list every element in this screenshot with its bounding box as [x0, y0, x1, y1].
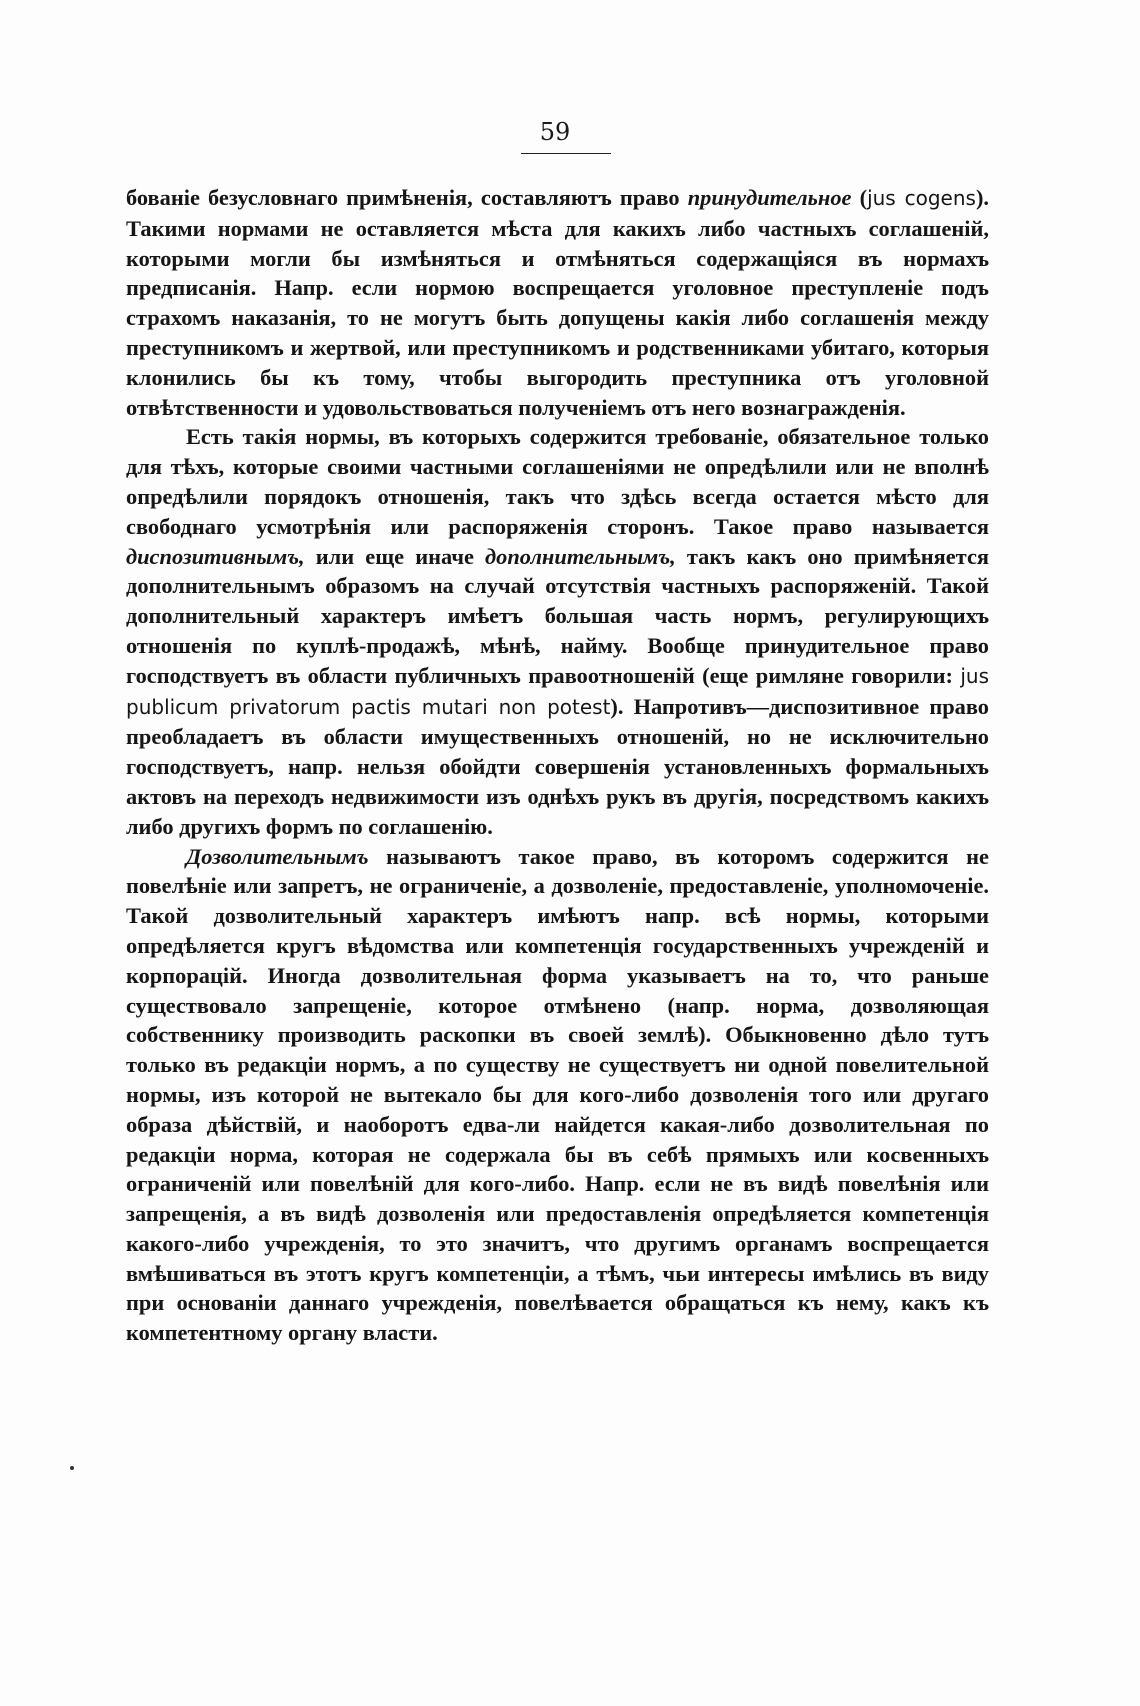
text-span: такъ какъ оно примѣняется дополнительнымъ образомъ на случай отсутствія частныхъ распоряженій. Такой дополнительный характеръ имѣетъ большая часть нормъ, регулирующихъ отношенія по куплѣ-продажѣ, мѣнѣ, найму. Вообще принудительное право господствуетъ въ области публичныхъ правоотношеній (еще римляне говорили:	[126, 543, 989, 688]
text-span: ). Напротивъ—диспозитивное право преобладаетъ въ области имущественныхъ отношеній, но не исключительно господствуетъ, напр. нельзя обойдти совершенія установленныхъ формальныхъ актовъ на переходъ недвижимости изъ однѣхъ рукъ въ другія, посредствомъ какихъ либо другихъ формъ по соглашенію.	[126, 693, 990, 839]
italic-term-dispozitivnym: диспозитивнымъ,	[126, 543, 305, 569]
text-span: (	[851, 185, 868, 210]
text-span: бованіе безусловнаго примѣненія, составляютъ право	[126, 185, 688, 210]
italic-term-dopolnitelnym: дополнительнымъ,	[485, 543, 676, 569]
print-speck	[70, 1466, 74, 1470]
text-span: ). Такими нормами не оставляется мѣста для какихъ либо частныхъ соглашеній, которыми могли бы измѣняться и отмѣняться содержащіяся въ нормахъ предписанія. Напр. если нормою воспрещается уголовное преступленіе подъ страхомъ наказанія, то не могутъ быть допущены какія либо соглашенія между преступникомъ и жертвой, или преступникомъ и родственниками убитаго, которыя клонились бы къ тому, чтобы выгородить преступника отъ уголовной отвѣтственности и удовольствоваться полученіемъ отъ него вознагражденія.	[126, 185, 989, 420]
italic-term-dozvolitelnym: Дозволительнымъ	[186, 843, 369, 869]
body-text	[126, 183, 989, 1348]
page-number: 59	[539, 118, 571, 146]
paragraph-1	[126, 183, 989, 422]
italic-term-prinuditelnoe: принудительное	[687, 185, 852, 210]
paragraph-2	[126, 422, 989, 841]
latin-quote-jus-publicum: jus publicum privatorum pactis mutari non potest	[126, 663, 989, 719]
text-span: или еще иначе	[304, 543, 486, 569]
latin-term-jus-cogens: jus cogens	[867, 186, 976, 210]
paragraph-3	[126, 842, 989, 1349]
page-number-rule	[521, 153, 611, 154]
text-span: Есть такія нормы, въ которыхъ содержится требованіе, обязательное только для тѣхъ, которые своими частными соглашеніями не опредѣлили или не вполнѣ опредѣлили порядокъ отношенія, такъ что здѣсь всегда остается мѣсто для свободнаго усмотрѣнія или распоряженія сторонъ. Такое право называется	[126, 424, 989, 539]
text-span: называютъ такое право, въ которомъ содержится не повелѣніе или запретъ, не ограниченіе, а дозволеніе, предоставленіе, уполномоченіе. Такой дозволительный характеръ имѣютъ напр. всѣ нормы, которыми опредѣляется кругъ вѣдомства или компетенція государственныхъ учрежденій и корпорацій. Иногда дозволительная форма указываетъ на то, что раньше существовало запрещеніе, которое отмѣнено (напр. норма, дозволяющая собственнику производить раскопки въ своей землѣ). Обыкновенно дѣло тутъ только въ редакціи нормъ, а по существу не существуетъ ни одной повелительной нормы, изъ которой не вытекало бы для кого-либо дозволенія того или другаго образа дѣйствій, и наоборотъ едва-ли найдется какая-либо дозволительная по редакціи норма, которая не содержала бы въ себѣ прямыхъ или косвенныхъ ограниченій или повелѣній для кого-либо. Напр. если не въ видѣ повелѣнія или запрещенія, а въ видѣ дозволенія или предоставленія опредѣляется компетенція какого-либо учрежденія, то это значитъ, что другимъ органамъ воспрещается вмѣшиваться въ этотъ кругъ компетенціи, а тѣмъ, чьи интересы имѣлись въ виду при основаніи даннаго учрежденія, повелѣвается обращаться къ нему, какъ къ компетентному органу власти.	[126, 843, 989, 1346]
